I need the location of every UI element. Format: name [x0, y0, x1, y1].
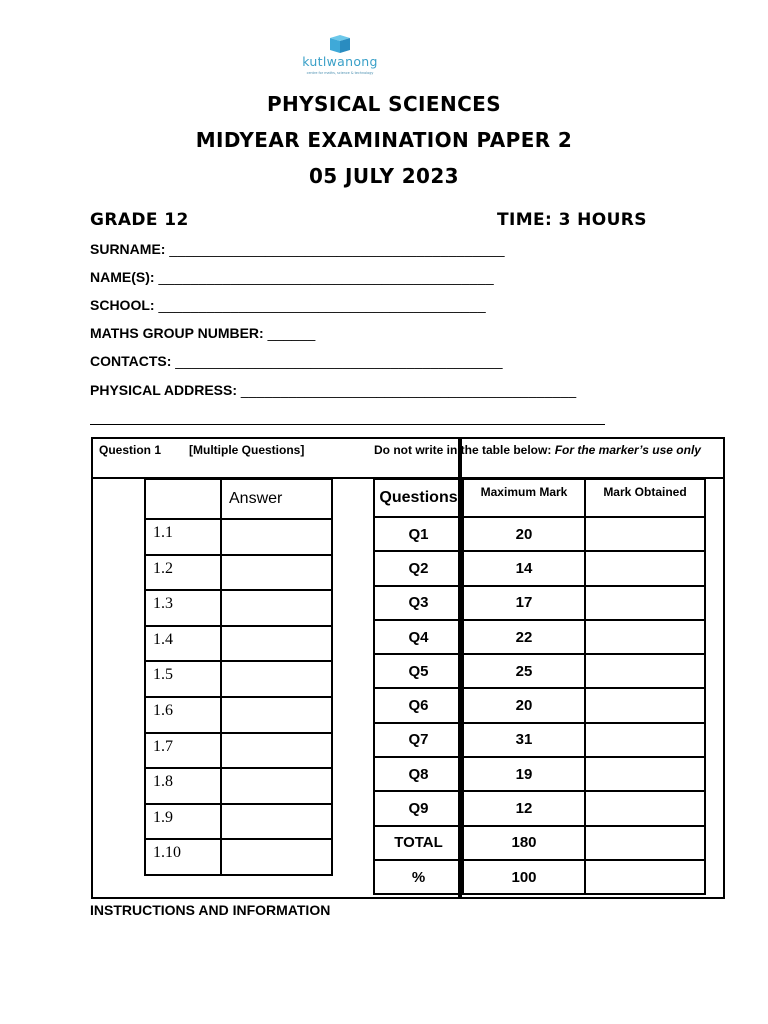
- table-row: [145, 733, 332, 769]
- cube-logo-icon: [326, 34, 354, 54]
- address-label: PHYSICAL ADDRESS:: [90, 382, 238, 398]
- mark-obtained-cell[interactable]: [585, 791, 705, 825]
- maximum-mark: 22: [463, 620, 585, 654]
- mark-obtained-cell[interactable]: [585, 688, 705, 722]
- percent-label: %: [374, 860, 463, 894]
- maths-group-label: MATHS GROUP NUMBER:: [90, 325, 264, 341]
- surname-field[interactable]: [90, 241, 505, 257]
- maximum-mark: 19: [463, 757, 585, 791]
- subject-title: PHYSICAL SCIENCES: [266, 92, 502, 116]
- table-row: [145, 626, 332, 662]
- names-field[interactable]: [90, 269, 494, 285]
- maximum-mark: 20: [463, 517, 585, 551]
- logo-tagline: centre for maths, science & technology: [306, 71, 374, 75]
- answer-header-blank: [145, 479, 221, 519]
- question-id: Q8: [374, 757, 463, 791]
- total-label: TOTAL: [374, 826, 463, 860]
- logo-wordmark: kutlwanong: [302, 54, 378, 69]
- table-row: [145, 804, 332, 840]
- question-number: 1.4: [145, 626, 221, 662]
- table-row: [374, 723, 705, 757]
- contacts-line: _________________________________________: [175, 353, 503, 369]
- table-row: [374, 757, 705, 791]
- question-id: Q7: [374, 723, 463, 757]
- question-number: 1.8: [145, 768, 221, 804]
- question-type: [Multiple Questions]: [189, 443, 305, 457]
- maths-group-field[interactable]: [90, 325, 316, 341]
- question-id: Q2: [374, 551, 463, 585]
- mark-obtained-cell[interactable]: [585, 757, 705, 791]
- maximum-mark: 17: [463, 586, 585, 620]
- paper-title: MIDYEAR EXAMINATION PAPER 2: [195, 128, 573, 152]
- question-label: Question 1: [99, 443, 162, 457]
- kutlwanong-logo: [290, 34, 390, 80]
- answer-header: Answer: [221, 479, 332, 519]
- answer-table: [144, 478, 333, 876]
- mark-obtained-cell[interactable]: [585, 551, 705, 585]
- question-id: Q5: [374, 654, 463, 688]
- answer-header-row: [145, 479, 332, 519]
- table-row: [374, 688, 705, 722]
- table-row: [145, 590, 332, 626]
- names-label: NAME(S):: [90, 269, 155, 285]
- table-row: [145, 661, 332, 697]
- total-maximum-mark: 180: [463, 826, 585, 860]
- table-row: [145, 697, 332, 733]
- answer-cell[interactable]: [221, 519, 332, 555]
- question-id: Q9: [374, 791, 463, 825]
- answer-cell[interactable]: [221, 555, 332, 591]
- marker-note: [374, 443, 701, 457]
- table-row: [374, 826, 705, 860]
- names-line: __________________________________________: [158, 269, 494, 285]
- school-label: SCHOOL:: [90, 297, 155, 313]
- answer-cell[interactable]: [221, 697, 332, 733]
- time-label: TIME: 3 HOURS: [497, 210, 647, 230]
- table-row: [145, 768, 332, 804]
- answer-cell[interactable]: [221, 661, 332, 697]
- maximum-mark-header: Maximum Mark: [463, 479, 585, 517]
- school-line: _________________________________________: [158, 297, 486, 313]
- maximum-mark: 20: [463, 688, 585, 722]
- question-number: 1.9: [145, 804, 221, 840]
- question-id: Q3: [374, 586, 463, 620]
- mark-obtained-cell[interactable]: [585, 723, 705, 757]
- address-line: __________________________________________: [240, 382, 577, 398]
- mark-obtained-cell[interactable]: [585, 517, 705, 551]
- marks-table: [373, 478, 706, 895]
- question-id: Q6: [374, 688, 463, 722]
- table-row: [374, 654, 705, 688]
- maximum-mark: 14: [463, 551, 585, 585]
- surname-label: SURNAME:: [90, 241, 166, 257]
- answer-cell[interactable]: [221, 804, 332, 840]
- exam-date: 05 JULY 2023: [308, 164, 459, 188]
- answer-cell[interactable]: [221, 733, 332, 769]
- percent-maximum: 100: [463, 860, 585, 894]
- question-number: 1.1: [145, 519, 221, 555]
- table-row: [374, 517, 705, 551]
- address-field[interactable]: [90, 382, 576, 398]
- table-row: [374, 586, 705, 620]
- question-number: 1.6: [145, 697, 221, 733]
- contacts-field[interactable]: [90, 353, 503, 369]
- table-row: [374, 551, 705, 585]
- maths-group-line: ______: [267, 325, 316, 341]
- answer-cell[interactable]: [221, 839, 332, 875]
- question-number: 1.10: [145, 839, 221, 875]
- marker-note-italic: For the marker’s use only: [554, 443, 701, 457]
- table-row: [374, 620, 705, 654]
- surname-line: __________________________________________: [169, 241, 505, 257]
- table-row: [145, 555, 332, 591]
- question-header: [99, 443, 304, 457]
- mark-obtained-cell[interactable]: [585, 586, 705, 620]
- question-id: Q4: [374, 620, 463, 654]
- questions-header: Questions: [374, 479, 463, 517]
- table-row: [145, 839, 332, 875]
- answer-cell[interactable]: [221, 768, 332, 804]
- grade-label: GRADE 12: [90, 210, 189, 230]
- maximum-mark: 25: [463, 654, 585, 688]
- address-continuation-line: [90, 424, 605, 425]
- total-obtained-cell[interactable]: [585, 826, 705, 860]
- question-number: 1.2: [145, 555, 221, 591]
- answer-cell[interactable]: [221, 626, 332, 662]
- question-number: 1.7: [145, 733, 221, 769]
- question-number: 1.3: [145, 590, 221, 626]
- maximum-mark: 12: [463, 791, 585, 825]
- marker-note-text: Do not write in the table below:: [374, 443, 552, 457]
- marks-header-row: [374, 479, 705, 517]
- maximum-mark: 31: [463, 723, 585, 757]
- mark-obtained-header: Mark Obtained: [585, 479, 705, 517]
- question-number: 1.5: [145, 661, 221, 697]
- question-id: Q1: [374, 517, 463, 551]
- mark-obtained-cell[interactable]: [585, 654, 705, 688]
- percent-obtained-cell[interactable]: [585, 860, 705, 894]
- contacts-label: CONTACTS:: [90, 353, 172, 369]
- instructions-heading: INSTRUCTIONS AND INFORMATION: [90, 902, 331, 918]
- school-field[interactable]: [90, 297, 486, 313]
- table-row: [374, 860, 705, 894]
- table-row: [145, 519, 332, 555]
- answer-cell[interactable]: [221, 590, 332, 626]
- mark-obtained-cell[interactable]: [585, 620, 705, 654]
- table-row: [374, 791, 705, 825]
